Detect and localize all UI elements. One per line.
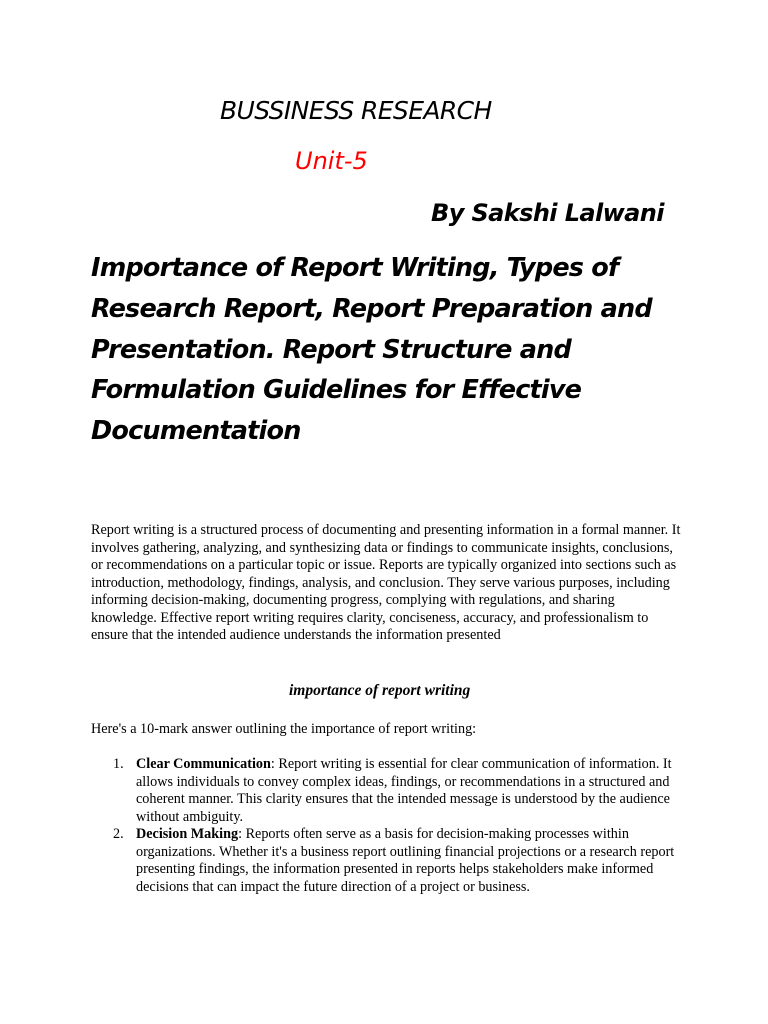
section-heading: importance of report writing xyxy=(289,682,471,699)
main-heading-line: Presentation. Report Structure and xyxy=(91,334,571,365)
importance-list xyxy=(91,756,681,896)
lead-text: Here's a 10-mark answer outlining the importance of report writing: xyxy=(91,721,477,737)
document-title: BUSSINESS RESEARCH xyxy=(220,96,492,125)
main-heading xyxy=(91,248,651,452)
main-heading-line: Importance of Report Writing, Types of xyxy=(91,253,619,283)
list-item-text: : Reports often serve as a basis for decision-making processes within organizations. Whether it's a business report outlining financial projections or a research report presenting findings, the information presented in reports helps stakeholders make informed decisions that can impact the future direction of a project or business. xyxy=(136,826,675,895)
list-item-number: 1. xyxy=(113,756,124,772)
intro-paragraph: Report writing is a structured process of documenting and presenting information in a formal manner. It involves gathering, analyzing, and synthesizing data or findings to communicate insights, conclusions, or recommendations on a particular topic or issue. Reports are typically organized into sections such as introduction, methodology, findings, analysis, and conclusion. They serve various purposes, including informing decision-making, documenting progress, complying with regulations, and sharing knowledge. Effective report writing requires clarity, conciseness, accuracy, and professionalism to ensure that the intended audience understands the information presented xyxy=(91,522,681,643)
main-heading-line: Research Report, Report Preparation and xyxy=(91,293,652,324)
list-item xyxy=(91,826,681,896)
author-line: By Sakshi Lalwani xyxy=(431,199,664,227)
main-heading-line: Formulation Guidelines for Effective xyxy=(91,375,582,406)
list-item-number: 2. xyxy=(113,826,124,842)
list-item-text: : Report writing is essential for clear communication of information. It allows individuals to convey complex ideas, findings, or recommendations in a structured and coherent manner. This clarity ensures that the intended message is understood by the audience without ambiguity. xyxy=(136,756,672,825)
list-item-term: Decision Making xyxy=(136,826,239,842)
list-item xyxy=(91,756,681,826)
main-heading-line: Documentation xyxy=(91,416,301,447)
unit-label: Unit-5 xyxy=(295,147,368,175)
list-item-term: Clear Communication xyxy=(136,756,271,772)
